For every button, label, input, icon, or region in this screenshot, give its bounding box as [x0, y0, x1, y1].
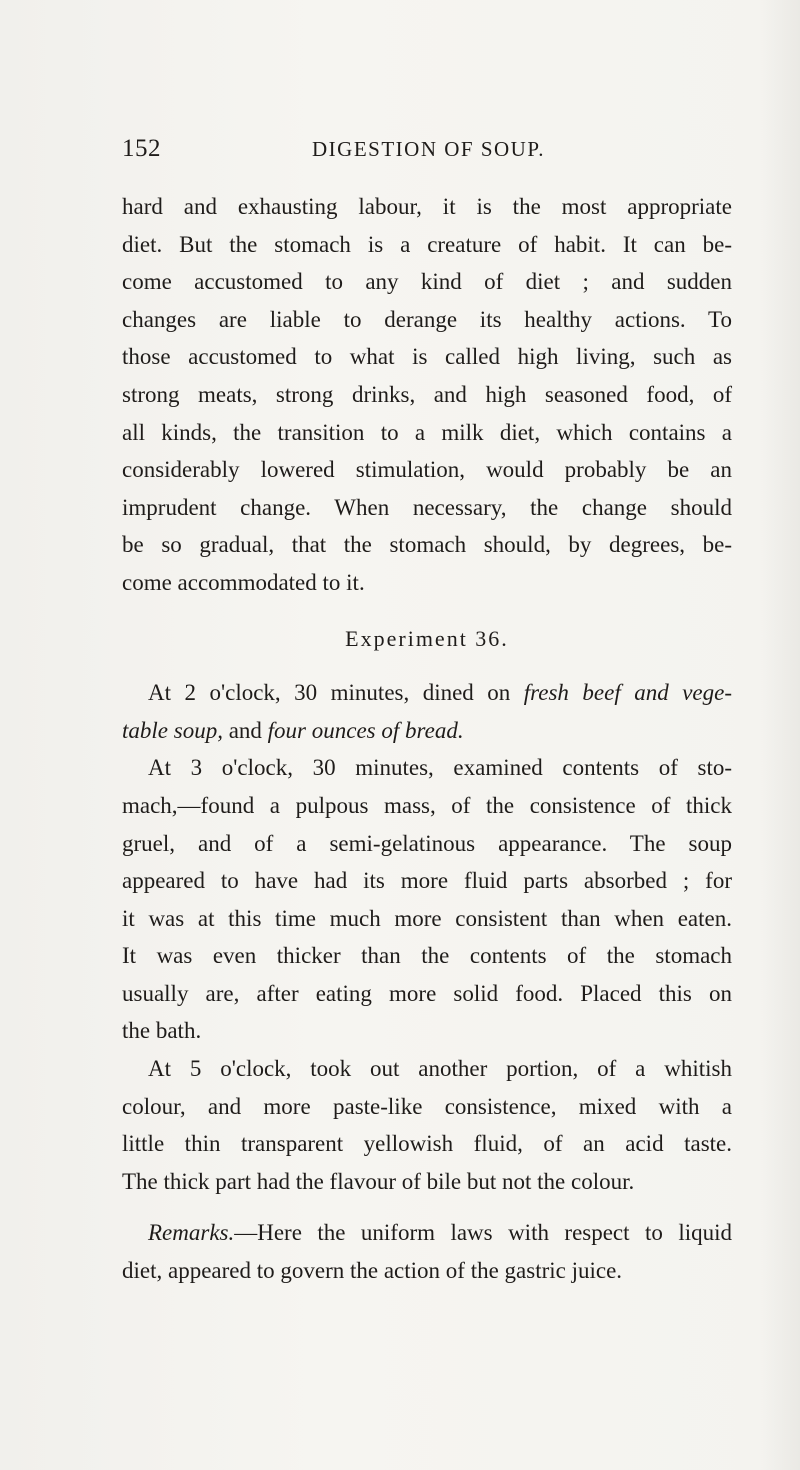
text-line [122, 1214, 732, 1252]
page-edge-shadow [760, 0, 800, 1470]
text-line: diet, appeared to govern the action of the gastric juice. [122, 1258, 623, 1284]
text-line: come accustomed to any kind of diet ; and sudden [122, 269, 732, 295]
text-line: mach,—found a pulpous mass, of the consistence of thick [122, 792, 732, 818]
italic-text: table soup, [122, 717, 223, 743]
text-line: strong meats, strong drinks, and high seasoned food, of [122, 381, 732, 407]
text-run: At 2 o'clock, 30 minutes, dined on [148, 680, 524, 706]
italic-text: four ounces of bread. [267, 717, 464, 743]
text-line: the bath. [122, 1018, 202, 1044]
text-line: diet. But the stomach is a creature of habit. It can be- [122, 231, 732, 257]
text-run: and [222, 717, 268, 743]
italic-text: fresh beef and vege- [523, 680, 732, 706]
text-line: those accustomed to what is called high living, such as [122, 344, 732, 370]
text-line: It was even thicker than the contents of the stomach [122, 943, 732, 969]
running-head: DIGESTION OF SOUP. [312, 137, 545, 161]
text-line: gruel, and of a semi-gelatinous appearance. The soup [122, 830, 732, 856]
text-line: usually are, after eating more solid food. Placed this on [122, 980, 732, 1006]
page-number: 152 [122, 135, 161, 162]
paragraph-gap [122, 1200, 732, 1214]
text-line: come accommodated to it. [122, 569, 365, 595]
text-line: be so gradual, that the stomach should, by degrees, be- [122, 532, 732, 558]
text-line: colour, and more paste-like consistence, mixed with a [122, 1093, 732, 1119]
paragraph-3 [122, 749, 732, 1050]
experiment-heading: Experiment 36. [345, 625, 509, 651]
paragraph-1 [122, 188, 732, 602]
text-line: it was at this time much more consistent than when eaten. [122, 905, 732, 931]
text-line: considerably lowered stimulation, would probably be an [122, 457, 732, 483]
text-line [122, 712, 732, 750]
page-header [122, 135, 732, 169]
paragraph-2 [122, 674, 732, 749]
remarks-paragraph [122, 1214, 732, 1289]
body-text [122, 188, 732, 1290]
text-line: The thick part had the flavour of bile but not the colour. [122, 1168, 635, 1194]
text-line: At 5 o'clock, took out another portion, of a whitish [148, 1056, 732, 1082]
text-line: all kinds, the transition to a milk diet, which contains a [122, 419, 732, 445]
text-line: changes are liable to derange its healthy actions. To [122, 306, 732, 332]
text-line [122, 674, 732, 712]
paragraph-4 [122, 1050, 732, 1200]
text-line: At 3 o'clock, 30 minutes, examined contents of sto- [148, 755, 732, 781]
text-line: little thin transparent yellowish fluid, of an acid taste. [122, 1131, 732, 1157]
text-line: hard and exhausting labour, it is the most appropriate [122, 194, 732, 219]
text-line: appeared to have had its more fluid parts absorbed ; for [122, 868, 732, 894]
text-run: —Here the uniform laws with respect to liquid [234, 1220, 732, 1246]
remarks-label: Remarks. [148, 1220, 235, 1246]
text-line: imprudent change. When necessary, the change should [122, 494, 732, 520]
